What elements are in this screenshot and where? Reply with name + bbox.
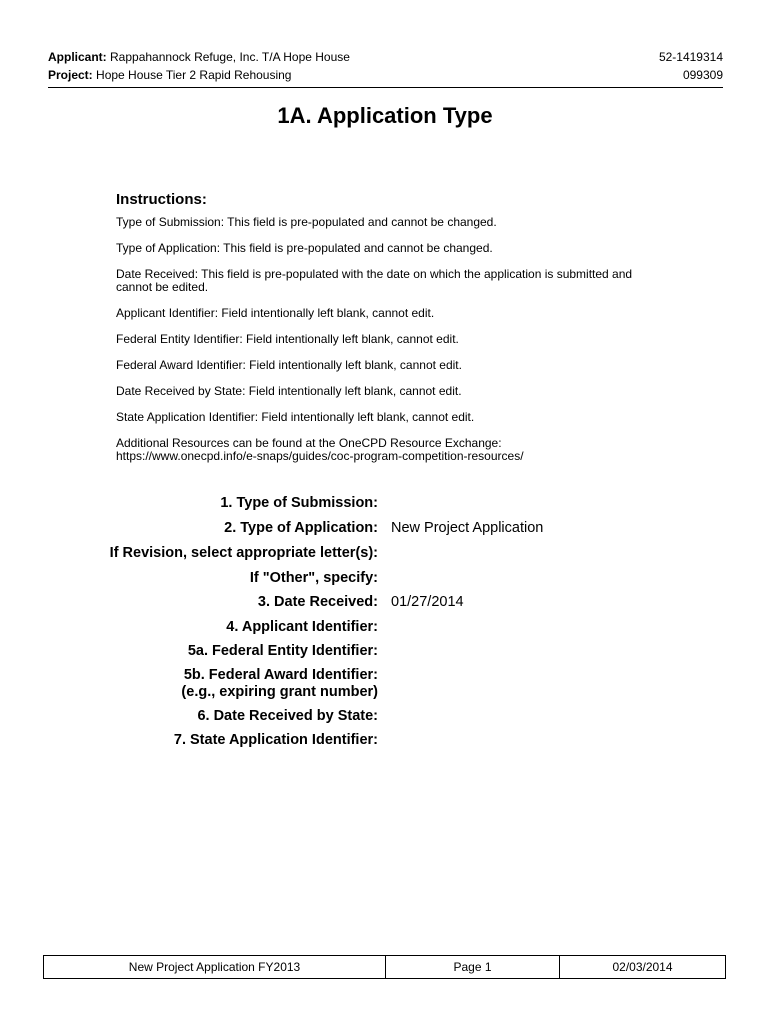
form-label: 2. Type of Application:: [224, 520, 378, 536]
instruction-item: State Application Identifier: Field intentionally left blank, cannot edit.: [116, 410, 475, 424]
form-value: New Project Application: [391, 520, 544, 536]
form-label: If "Other", specify:: [249, 570, 378, 586]
applicant-info: [48, 49, 350, 65]
footer-date: 02/03/2014: [612, 960, 673, 974]
applicant-value: Rappahannock Refuge, Inc. T/A Hope House: [110, 50, 350, 64]
form-label: 7. State Application Identifier:: [173, 732, 378, 748]
form-label: 5a. Federal Entity Identifier:: [187, 643, 378, 659]
instruction-item: Additional Resources can be found at the OneCPD Resource Exchange: https://www.onecpd.info/e-snaps/guides/coc-program-competition-resources/: [116, 436, 524, 463]
page-header: [48, 49, 723, 88]
form-label: 4. Applicant Identifier:: [226, 619, 378, 635]
instruction-item: Date Received by State: Field intentionally left blank, cannot edit.: [116, 384, 462, 398]
form-label: 5b. Federal Award Identifier:: [183, 667, 378, 683]
page-title: 1A. Application Type: [277, 103, 493, 128]
project-row: [48, 67, 723, 83]
form-label: 6. Date Received by State:: [197, 708, 378, 724]
project-key: Project:: [48, 68, 93, 82]
applicant-id: 52-1419314: [658, 50, 723, 64]
instructions-heading: Instructions:: [116, 191, 207, 208]
instruction-item: Type of Submission: This field is pre-populated and cannot be changed.: [116, 215, 497, 229]
instruction-item: Applicant Identifier: Field intentionally left blank, cannot edit.: [116, 306, 435, 320]
applicant-key: Applicant:: [48, 50, 107, 64]
instruction-item: Date Received: This field is pre-populated with the date on which the application is submitted and cannot be edited.: [116, 267, 633, 294]
instruction-item: Type of Application: This field is pre-populated and cannot be changed.: [116, 241, 493, 255]
project-id: 099309: [682, 68, 723, 82]
form-value: 01/27/2014: [391, 594, 464, 610]
footer-page-number: Page 1: [386, 956, 560, 978]
page-footer: [43, 955, 726, 979]
instruction-item: Federal Entity Identifier: Field intentionally left blank, cannot edit.: [116, 332, 459, 346]
instruction-item: Federal Award Identifier: Field intentionally left blank, cannot edit.: [116, 358, 462, 372]
form-label: 3. Date Received:: [257, 594, 378, 610]
form-label-note: (e.g., expiring grant number): [181, 684, 378, 700]
footer-form-name: New Project Application FY2013: [44, 956, 386, 978]
project-value: Hope House Tier 2 Rapid Rehousing: [96, 68, 292, 82]
form-label: If Revision, select appropriate letter(s):: [109, 545, 378, 561]
project-info: [48, 67, 291, 83]
form-label: 1. Type of Submission:: [220, 495, 378, 511]
applicant-row: [48, 49, 723, 65]
